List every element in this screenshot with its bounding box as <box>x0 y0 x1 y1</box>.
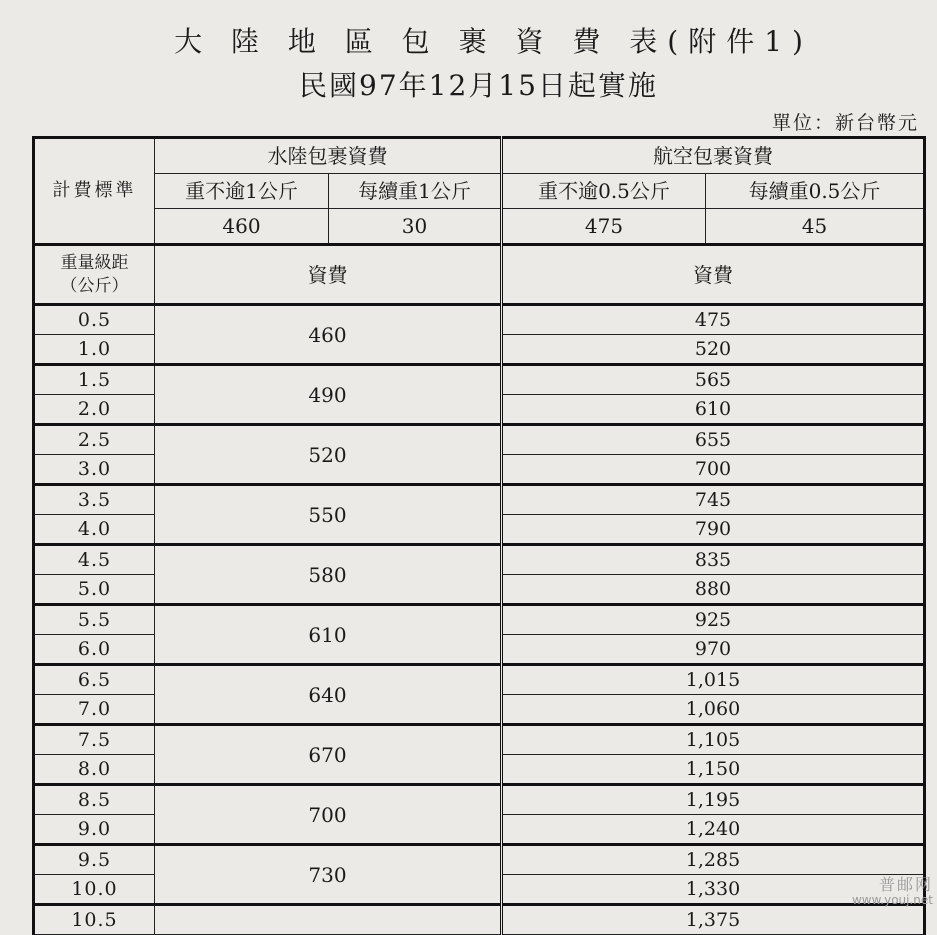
air-additional-label: 每續重0.5公斤 <box>706 174 925 209</box>
weight-cell: 6.0 <box>34 635 155 665</box>
weight-cell: 5.5 <box>34 605 155 635</box>
table-row <box>34 365 925 395</box>
air-fee-cell: 1,015 <box>502 665 925 695</box>
weight-range-label: 重量級距 <box>60 252 129 273</box>
table-row <box>34 425 925 455</box>
table-row-partial <box>34 905 925 935</box>
surface-fee-label: 資費 <box>155 245 502 305</box>
air-fee-cell: 880 <box>502 575 925 605</box>
document-title: 大 陸 地 區 包 裹 資 費 表(附件1) <box>174 25 813 58</box>
surface-fee-cell: 460 <box>155 305 502 365</box>
air-header: 航空包裹資費 <box>502 138 925 174</box>
weight-range-header <box>34 245 155 305</box>
table-row <box>34 305 925 335</box>
surface-fee-cell: 730 <box>155 845 502 905</box>
air-first-rate: 475 <box>502 209 706 245</box>
weight-cell: 2.5 <box>34 425 155 455</box>
weight-cell: 10.0 <box>34 875 155 905</box>
weight-cell: 0.5 <box>34 305 155 335</box>
surface-fee-cell: 580 <box>155 545 502 605</box>
watermark-logo: 普邮网 <box>878 875 933 895</box>
air-fee-cell: 1,060 <box>502 695 925 725</box>
weight-cell: 1.5 <box>34 365 155 395</box>
table-row <box>34 605 925 635</box>
weight-cell: 7.5 <box>34 725 155 755</box>
air-additional-rate: 45 <box>706 209 925 245</box>
rate-table <box>32 136 926 935</box>
weight-cell: 4.0 <box>34 515 155 545</box>
air-fee-cell: 655 <box>502 425 925 455</box>
weight-cell: 8.0 <box>34 755 155 785</box>
weight-cell: 4.5 <box>34 545 155 575</box>
air-fee-cell: 1,285 <box>502 845 925 875</box>
table-row <box>34 725 925 755</box>
weight-cell: 9.5 <box>34 845 155 875</box>
weight-cell: 7.0 <box>34 695 155 725</box>
weight-cell: 10.5 <box>34 905 155 935</box>
air-fee-cell: 1,240 <box>502 815 925 845</box>
surface-header: 水陸包裹資費 <box>155 138 502 174</box>
air-fee-cell: 1,330 <box>502 875 925 905</box>
surface-fee-cell: 700 <box>155 785 502 845</box>
air-fee-cell: 790 <box>502 515 925 545</box>
surface-fee-cell <box>155 905 502 935</box>
watermark-url: www.youj.net <box>851 892 933 907</box>
weight-unit-label: （公斤） <box>60 275 129 296</box>
surface-additional-label: 每續重1公斤 <box>329 174 502 209</box>
air-fee-cell: 1,195 <box>502 785 925 815</box>
air-fee-cell: 970 <box>502 635 925 665</box>
weight-cell: 9.0 <box>34 815 155 845</box>
weight-cell: 6.5 <box>34 665 155 695</box>
air-first-label: 重不逾0.5公斤 <box>502 174 706 209</box>
air-fee-cell: 1,375 <box>502 905 925 935</box>
surface-fee-cell: 490 <box>155 365 502 425</box>
effective-date: 民國97年12月15日起實施 <box>299 69 658 102</box>
air-fee-cell: 520 <box>502 335 925 365</box>
currency-unit: 單位：新台幣元 <box>771 112 919 134</box>
weight-cell: 2.0 <box>34 395 155 425</box>
surface-fee-cell: 550 <box>155 485 502 545</box>
table-row <box>34 785 925 815</box>
air-fee-cell: 565 <box>502 365 925 395</box>
table-row <box>34 485 925 515</box>
table-row <box>34 545 925 575</box>
surface-additional-rate: 30 <box>329 209 502 245</box>
air-fee-cell: 835 <box>502 545 925 575</box>
surface-first-label: 重不逾1公斤 <box>155 174 329 209</box>
weight-cell: 3.5 <box>34 485 155 515</box>
table-row <box>34 665 925 695</box>
table-row <box>34 845 925 875</box>
air-fee-cell: 700 <box>502 455 925 485</box>
weight-cell: 8.5 <box>34 785 155 815</box>
air-fee-cell: 610 <box>502 395 925 425</box>
billing-standard-label: 計費標準 <box>34 138 155 245</box>
surface-fee-cell: 520 <box>155 425 502 485</box>
air-fee-label: 資費 <box>502 245 925 305</box>
surface-first-rate: 460 <box>155 209 329 245</box>
air-fee-cell: 1,105 <box>502 725 925 755</box>
air-fee-cell: 745 <box>502 485 925 515</box>
air-fee-cell: 475 <box>502 305 925 335</box>
surface-fee-cell: 670 <box>155 725 502 785</box>
air-fee-cell: 1,150 <box>502 755 925 785</box>
watermark <box>852 876 933 907</box>
surface-fee-cell: 640 <box>155 665 502 725</box>
weight-cell: 3.0 <box>34 455 155 485</box>
air-fee-cell: 925 <box>502 605 925 635</box>
weight-cell: 1.0 <box>34 335 155 365</box>
weight-cell: 5.0 <box>34 575 155 605</box>
surface-fee-cell: 610 <box>155 605 502 665</box>
